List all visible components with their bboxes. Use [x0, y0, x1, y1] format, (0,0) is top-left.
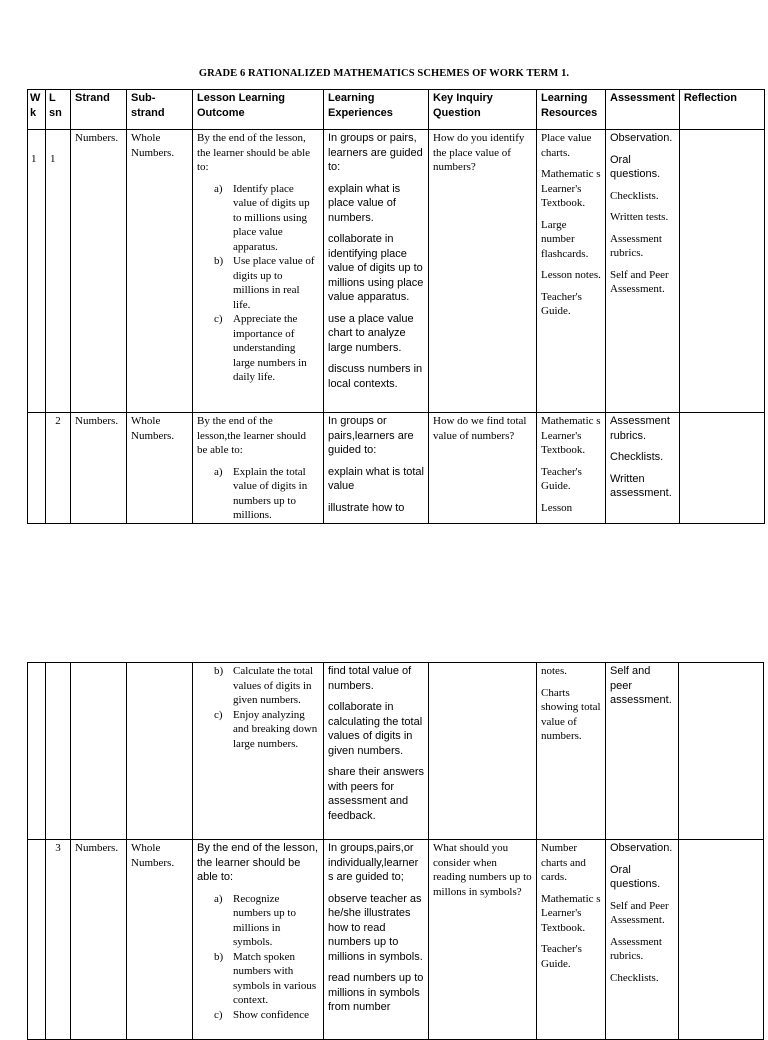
lesson-cell: 2 [46, 413, 71, 524]
strand-cell: Numbers. [71, 413, 127, 524]
resource-text: Teacher's Guide. [541, 943, 582, 970]
header-lsn: L sn [46, 90, 71, 130]
assessment-text: Checklists. [610, 971, 659, 984]
header-wk: W k [28, 90, 46, 130]
lesson-cell: 1 [46, 130, 71, 413]
experiences-cell [324, 840, 429, 1040]
week-cell: 1 [28, 130, 46, 413]
inquiry-cell [429, 663, 537, 840]
strand-cell [71, 663, 127, 840]
experiences-cell [324, 413, 429, 524]
substrand-cell: Whole Numbers. [127, 840, 193, 1040]
week-cell [28, 663, 46, 840]
experience-text: read numbers up to millions in symbols from number [328, 972, 424, 1013]
experience-text: discuss numbers in local contexts. [328, 363, 423, 390]
outcome-cell [193, 130, 324, 413]
table-row [28, 663, 764, 840]
outcome-list [197, 664, 319, 751]
resource-text: Place value charts. [541, 132, 592, 159]
experience-text: illustrate how to [328, 501, 405, 514]
document-title: GRADE 6 RATIONALIZED MATHEMATICS SCHEMES OF WORK TERM 1. [198, 68, 570, 79]
resource-text: Lesson [541, 501, 573, 514]
substrand-cell: Whole Numbers. [127, 130, 193, 413]
inquiry-cell: How do you identify the place value of numbers? [429, 130, 537, 413]
header-assessment: Assessment [606, 90, 680, 130]
resources-cell [537, 130, 606, 413]
reflection-cell [679, 663, 764, 840]
outcome-cell [193, 413, 324, 524]
header-experiences: Learning Experiences [324, 90, 429, 130]
resources-cell [537, 413, 606, 524]
substrand-cell: Whole Numbers. [127, 413, 193, 524]
reflection-cell [679, 840, 764, 1040]
experience-text: explain what is place value of numbers. [328, 182, 401, 224]
list-item: c) Show confidence [214, 1008, 310, 1021]
resource-text: Teacher's Guide. [541, 465, 582, 492]
outcome-intro: By the end of the lesson,the learner should be able to: [197, 415, 307, 456]
experience-text: find total value of numbers. [328, 665, 412, 692]
assessment-text: Assessment rubrics. [610, 415, 670, 442]
list-item: c) Enjoy analyzing and breaking down large numbers. [214, 708, 318, 750]
assessment-text: Self and Peer Assessment. [610, 268, 669, 295]
resource-text: Mathematic s Learner's Textbook. [541, 168, 601, 209]
experience-text: explain what is total value [328, 465, 424, 492]
list-item: c) Appreciate the importance of understanding large numbers in daily life. [214, 313, 307, 383]
resource-text: Teacher's Guide. [541, 290, 582, 317]
resource-text: Mathematic s Learner's Textbook. [541, 892, 601, 934]
inquiry-cell: How do we find total value of numbers? [429, 413, 537, 524]
list-item: b) Match spoken numbers with symbols in various context. [214, 950, 317, 1006]
assessment-text: Assessment rubrics. [610, 232, 662, 259]
assessment-text: Self and Peer Assessment. [610, 899, 669, 926]
assessment-text: Checklists. [610, 189, 659, 202]
week-cell [28, 413, 46, 524]
week-cell [28, 840, 46, 1040]
outcome-list [197, 892, 319, 1023]
header-outcome: Lesson Learning Outcome [193, 90, 324, 130]
header-strand: Strand [71, 90, 127, 130]
lesson-cell [46, 663, 71, 840]
assessment-cell [606, 840, 679, 1040]
strand-cell: Numbers. [71, 130, 127, 413]
outcome-cell [193, 840, 324, 1040]
header-substrand: Sub-strand [127, 90, 193, 130]
strand-cell: Numbers. [71, 840, 127, 1040]
experiences-cell [324, 663, 429, 840]
header-row [28, 90, 765, 130]
header-reflection: Reflection [679, 90, 764, 130]
resource-text: Mathematic s Learner's Textbook. [541, 415, 601, 456]
resources-cell [537, 840, 606, 1040]
lesson-cell: 3 [46, 840, 71, 1040]
experience-text: In groups,pairs,or individually,learner s are guided to; [328, 842, 419, 883]
header-resources: Learning Resources [537, 90, 606, 130]
substrand-cell [127, 663, 193, 840]
assessment-cell [606, 663, 679, 840]
assessment-text: Written tests. [610, 211, 669, 223]
experience-text: In groups or pairs,learners are guided to: [328, 415, 414, 456]
resource-text: Lesson notes. [541, 269, 601, 281]
assessment-text: Observation. [610, 132, 673, 144]
schemes-table-page2 [27, 662, 764, 1040]
experience-text: collaborate in identifying place value of digits up to millions using place value apparatus. [328, 233, 424, 303]
experience-text: observe teacher as he/she illustrates how to read numbers up to millions in symbols. [328, 892, 423, 963]
schemes-table-page1 [27, 89, 765, 524]
assessment-text: Oral questions. [610, 153, 661, 180]
assessment-cell [606, 413, 680, 524]
table-row [28, 413, 765, 524]
assessment-text: Checklists. [610, 451, 664, 463]
assessment-text: Oral questions. [610, 863, 661, 890]
outcome-list [197, 465, 319, 523]
resource-text: notes. [541, 665, 567, 677]
inquiry-cell: What should you consider when reading numbers up to millons in symbols? [429, 840, 537, 1040]
resource-text: Charts showing total value of numbers. [541, 686, 601, 742]
table-row [28, 840, 764, 1040]
experience-text: share their answers with peers for assessment and feedback. [328, 766, 424, 822]
list-item: b) Use place value of digits up to millions in real life. [214, 255, 315, 311]
assessment-text: Self and peer assessment. [610, 665, 672, 706]
list-item: b) Calculate the total values of digits in given numbers. [214, 665, 314, 706]
list-item: a) Explain the total value of digits in numbers up to millions. [214, 465, 308, 521]
reflection-cell [679, 413, 764, 524]
assessment-text: Written assessment. [610, 472, 672, 499]
experience-text: use a place value chart to analyze large numbers. [328, 312, 414, 354]
outcome-intro: By the end of the lesson, the learner should be able to: [197, 842, 319, 883]
reflection-cell [679, 130, 764, 413]
outcome-intro: By the end of the lesson, the learner should be able to: [197, 132, 311, 173]
experience-text: collaborate in calculating the total values of digits in given numbers. [328, 701, 423, 757]
header-inquiry: Key Inquiry Question [429, 90, 537, 130]
experiences-cell [324, 130, 429, 413]
outcome-list [197, 182, 319, 385]
resource-text: Number charts and cards. [541, 842, 586, 883]
table-row [28, 130, 765, 413]
experience-text: In groups or pairs, learners are guided to: [328, 132, 423, 173]
list-item: a) Recognize numbers up to millions in symbols. [214, 892, 296, 948]
assessment-cell [606, 130, 680, 413]
resources-cell [537, 663, 606, 840]
assessment-text: Assessment rubrics. [610, 935, 662, 962]
resource-text: Large number flashcards. [541, 218, 589, 260]
outcome-cell [193, 663, 324, 840]
assessment-text: Observation. [610, 842, 673, 854]
list-item: a) Identify place value of digits up to millions using place value apparatus. [214, 182, 310, 253]
